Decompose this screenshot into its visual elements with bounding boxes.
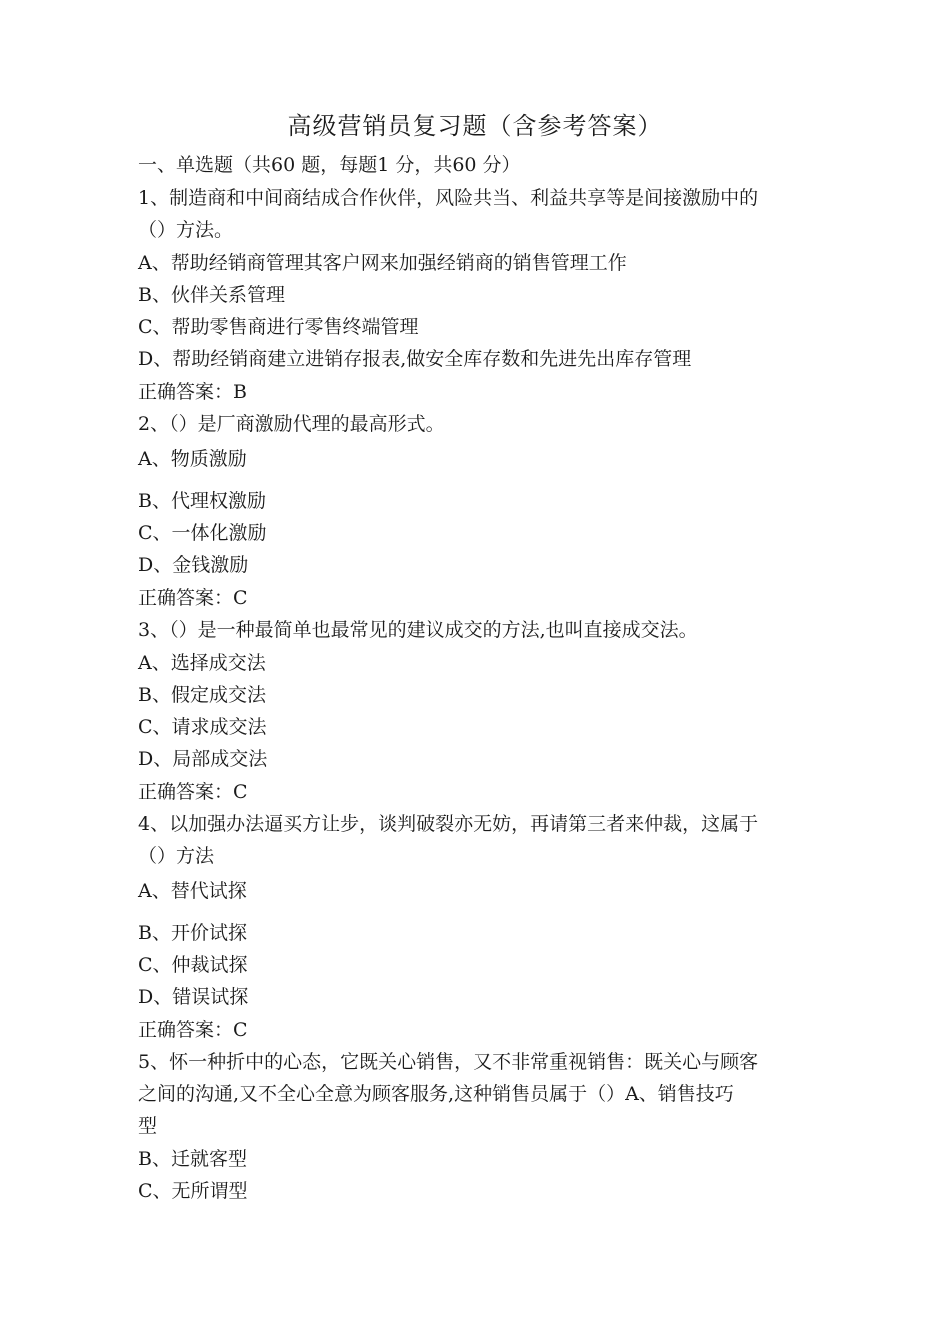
question-4-answer: 正确答案：C [138,1019,248,1041]
question-1-answer: 正确答案：B [138,381,247,403]
question-2-answer: 正确答案：C [138,587,248,609]
section-heading: 一、单选题（共60 题，每题1 分，共60 分） [138,154,521,176]
question-1-stem-cont: （）方法。 [138,219,234,241]
question-2-option-a: A、物质激励 [138,448,247,470]
question-4-option-c: C、仲裁试探 [138,954,248,976]
question-1-option-d: D、帮助经销商建立进销存报表,做安全库存数和先进先出库存管理 [138,348,692,370]
question-5-stem: 5、怀一种折中的心态，它既关心销售，又不非常重视销售：既关心与顾客 [138,1051,759,1073]
question-4-stem: 4、以加强办法逼买方让步，谈判破裂亦无妨，再请第三者来仲裁，这属于 [138,813,759,835]
question-2-stem: 2、（）是厂商激励代理的最高形式。 [138,413,445,435]
question-5-option-b: B、迁就客型 [138,1148,247,1170]
question-4-option-d: D、错误试探 [138,986,249,1008]
question-3-option-b: B、假定成交法 [138,684,266,706]
question-5-stem-cont: 之间的沟通,又不全心全意为顾客服务,这种销售员属于（）A、销售技巧 [138,1083,734,1105]
question-4-option-b: B、开价试探 [138,922,247,944]
question-2-option-c: C、一体化激励 [138,522,267,544]
question-3-option-a: A、选择成交法 [138,652,266,674]
question-4-option-a: A、替代试探 [138,880,247,902]
question-5-stem-cont-2: 型 [138,1115,158,1137]
question-2-option-d: D、金钱激励 [138,554,249,576]
question-1-option-c: C、帮助零售商进行零售终端管理 [138,316,419,338]
question-3-answer: 正确答案：C [138,781,248,803]
question-3-option-c: C、请求成交法 [138,716,267,738]
question-3-option-d: D、局部成交法 [138,748,268,770]
question-2-option-b: B、代理权激励 [138,490,266,512]
document-title: 高级营销员复习题（含参考答案） [287,112,663,140]
question-5-option-c: C、无所谓型 [138,1180,248,1202]
question-1-stem: 1、制造商和中间商结成合作伙伴，风险共当、利益共享等是间接激励中的 [138,187,759,209]
question-1-option-b: B、伙伴关系管理 [138,284,285,306]
question-1-option-a: A、帮助经销商管理其客户网来加强经销商的销售管理工作 [138,252,627,274]
question-3-stem: 3、（）是一种最简单也最常见的建议成交的方法,也叫直接成交法。 [138,619,698,641]
question-4-stem-cont: （）方法 [138,845,215,867]
